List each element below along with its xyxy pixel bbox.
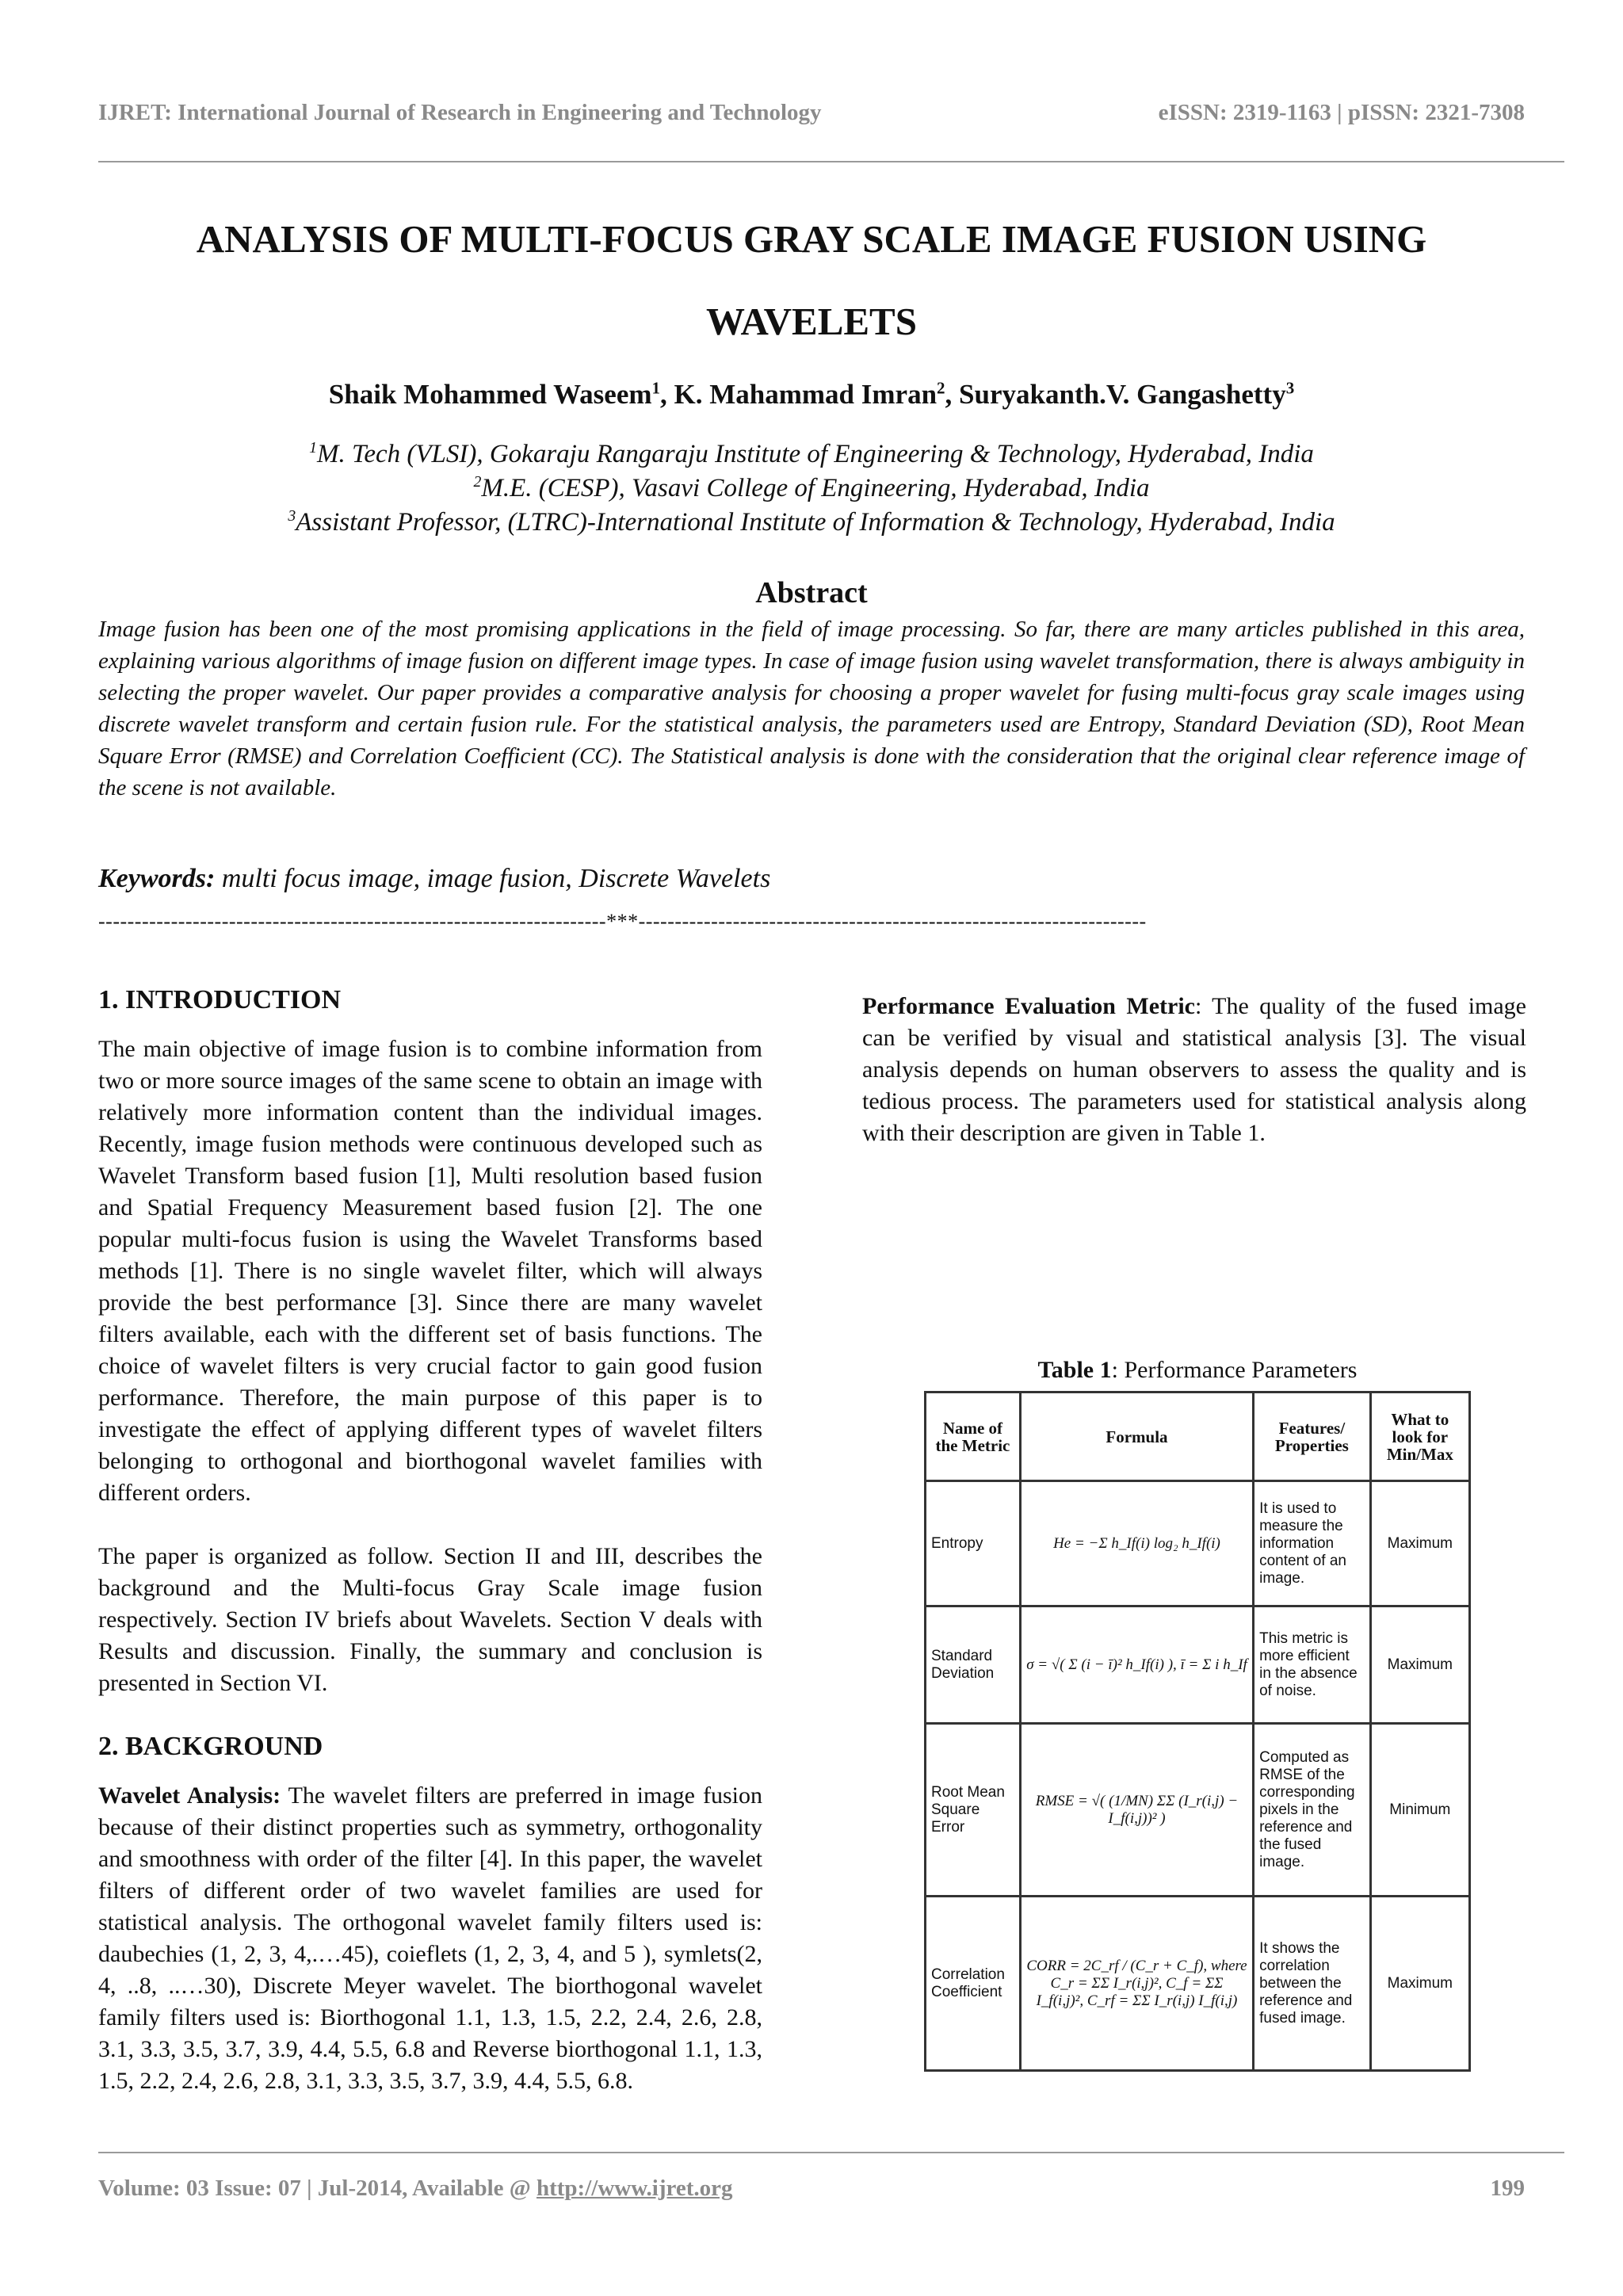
table-header-cell: Formula (1020, 1392, 1253, 1481)
table-row (926, 1724, 1470, 1897)
performance-metric-paragraph (862, 991, 1526, 1149)
author-sup: 3 (1285, 378, 1295, 398)
affiliation (98, 440, 1525, 469)
performance-metric-label: Performance Evaluation Metric (862, 993, 1195, 1019)
metric-features: It shows the correlation between the reference and fused image. (1254, 1897, 1371, 2071)
wavelet-analysis-label: Wavelet Analysis: (98, 1782, 281, 1809)
metric-formula: σ = √( Σ (i − ī)² h_If(i) ), ī = Σ i h_If (1020, 1606, 1253, 1724)
keywords-label: Keywords: (98, 864, 216, 893)
affiliation-sup: 2 (473, 473, 482, 491)
affiliation (98, 508, 1525, 537)
author-name: K. Mahammad Imran (674, 379, 938, 410)
table-row (926, 1606, 1470, 1724)
metric-formula: CORR = 2C_rf / (C_r + C_f), where C_r = ΣΣ I_r(i,j)², C_f = ΣΣ I_f(i,j)², C_rf = ΣΣ I_r(i,j) I_f(i,j) (1020, 1897, 1253, 2071)
intro-heading: 1. INTRODUCTION (98, 985, 342, 1014)
author-sup: 1 (651, 378, 661, 398)
metric-target: Maximum (1370, 1606, 1469, 1724)
footer-rule (98, 2152, 1564, 2153)
table-header-cell: Features/ Properties (1254, 1392, 1371, 1481)
abstract-heading: Abstract (755, 576, 868, 609)
header-rule (98, 161, 1564, 162)
metric-target: Minimum (1370, 1724, 1469, 1897)
metric-features: This metric is more efficient in the absence of noise. (1254, 1606, 1371, 1724)
page-number: 199 (1490, 2176, 1525, 2201)
table-header-cell: Name of the Metric (926, 1392, 1021, 1481)
affiliation-sup: 1 (309, 439, 318, 457)
journal-header: IJRET: International Journal of Research in Engineering and Technology (98, 100, 822, 125)
keywords-text: multi focus image, image fusion, Discrete Wavelets (215, 864, 771, 893)
affiliation-text: M.E. (CESP), Vasavi College of Engineering, Hyderabad, India (481, 474, 1150, 502)
footer-volume (98, 2176, 733, 2202)
author-name: Suryakanth.V. Gangashetty (959, 379, 1286, 410)
table-caption (924, 1357, 1471, 1384)
metric-name: Correlation Coefficient (926, 1897, 1021, 2071)
performance-parameters-table (924, 1391, 1471, 2072)
performance-metric-text: : The quality of the fused image can be verified by visual and statistical analysis [3]. The visual analysis depends on human observers to assess the quality and is tedious process. The parameters used for statistical analysis along with their description are given in Table 1. (862, 993, 1526, 1146)
right-column (862, 991, 1526, 1181)
table-header-cell: What to look for Min/Max (1370, 1392, 1469, 1481)
abstract-text: Image fusion has been one of the most promising applications in the field of image processing. So far, there are many articles published in this area, explaining various algorithms of image fusion on different image types. In case of image fusion using wavelet transformation, there is always ambiguity in selecting the proper wavelet. Our paper provides a comparative analysis for choosing a proper wavelet for fusing multi-focus gray scale images using discrete wavelet transform and certain fusion rule. For the statistical analysis, the parameters used are Entropy, Standard Deviation (SD), Root Mean Square Error (RMSE) and Correlation Coefficient (CC). The Statistical analysis is done with the consideration that the original clear reference image of the scene is not available. (98, 617, 1525, 800)
metric-target: Maximum (1370, 1897, 1469, 2071)
table-caption-text: : Performance Parameters (1111, 1357, 1358, 1383)
keywords (98, 864, 770, 894)
affiliation-sup: 3 (288, 507, 296, 525)
metric-formula: He = −Σ h_If(i) log₂ h_If(i) (1020, 1481, 1253, 1606)
metric-name: Entropy (926, 1481, 1021, 1606)
paper-title: ANALYSIS OF MULTI-FOCUS GRAY SCALE IMAGE FUSION USING WAVELETS (196, 217, 1427, 343)
table-row (926, 1897, 1470, 2071)
metric-target: Maximum (1370, 1481, 1469, 1606)
metric-name: Standard Deviation (926, 1606, 1021, 1724)
author-list: Shaik Mohammed Waseem$^1$, K. Mahammad Imran$^2$, Suryakanth.V. Gangashetty$^3$ (328, 378, 1295, 410)
issn-header: eISSN: 2319-1163 | pISSN: 2321-7308 (1158, 100, 1525, 125)
author-name: Shaik Mohammed Waseem (328, 379, 652, 410)
section-divider: ----------------------------------------------------------------------***---------------------------------------------------------------------- (98, 910, 1147, 933)
intro-paragraph-2: The paper is organized as follow. Section II and III, describes the background and the Multi-focus Gray Scale image fusion respectively. Section IV briefs about Wavelets. Section V deals with Results and discussion. Finally, the summary and conclusion is presented in Section VI. (98, 1543, 762, 1696)
affiliation-text: Assistant Professor, (LTRC)-International Institute of Information & Technology, Hyderabad, India (296, 508, 1335, 537)
journal-link[interactable]: http://www.ijret.org (536, 2176, 733, 2201)
table-row (926, 1481, 1470, 1606)
metric-name: Root Mean Square Error (926, 1724, 1021, 1897)
metric-features: Computed as RMSE of the corresponding pixels in the reference and the fused image. (1254, 1724, 1371, 1897)
affiliation-text: M. Tech (VLSI), Gokaraju Rangaraju Institute of Engineering & Technology, Hyderabad, India (317, 440, 1314, 468)
intro-paragraph-1: The main objective of image fusion is to combine information from two or more source images of the same scene to obtain an image with relatively more information content than the individual images. Recently, image fusion methods were continuous developed such as Wavelet Transform based fusion [1], Multi resolution based fusion and Spatial Frequency Measurement based fusion [2]. The one popular multi-focus fusion is using the Wavelet Transforms based methods [1]. There is no single wavelet filter, which will always provide the best performance [3]. Since there are many wavelet filters available, each with the different set of basis functions. The choice of wavelet filters is very crucial factor to gain good fusion performance. Therefore, the main purpose of this paper is to investigate the effect of applying different types of wavelet filters belonging to orthogonal and biorthogonal wavelet families with different orders. (98, 1036, 762, 1506)
left-column (98, 984, 762, 2129)
footer-text: Volume: 03 Issue: 07 | Jul-2014, Available @ (98, 2176, 537, 2201)
table-caption-label: Table 1 (1037, 1357, 1112, 1383)
affiliation (98, 474, 1525, 503)
metric-formula: RMSE = √( (1/MN) ΣΣ (I_r(i,j) − I_f(i,j))² ) (1020, 1724, 1253, 1897)
table-header-row (926, 1392, 1470, 1481)
wavelet-analysis-paragraph (98, 1780, 762, 2097)
background-heading: 2. BACKGROUND (98, 1732, 323, 1761)
wavelet-analysis-text: The wavelet filters are preferred in image fusion because of their distinct properties such as symmetry, orthogonality and smoothness with order of the filter [4]. In this paper, the wavelet filters of different order of two wavelet families are used for statistical analysis. The orthogonal wavelet family filters used is: daubechies (1, 2, 3, 4,.…45), coieflets (1, 2, 3, 4, and 5 ), symlets(2, 4, ..8, ..…30), Discrete Meyer wavelet. The biorthogonal wavelet family filters used is: Biorthogonal 1.1, 1.3, 1.5, 2.2, 2.4, 2.6, 2.8, 3.1, 3.3, 3.5, 3.7, 3.9, 4.4, 5.5, 6.8 and Reverse biorthogonal 1.1, 1.3, 1.5, 2.2, 2.4, 2.6, 2.8, 3.1, 3.3, 3.5, 3.7, 3.9, 4.4, 5.5, 6.8. (98, 1782, 762, 2094)
metric-features: It is used to measure the information content of an image. (1254, 1481, 1371, 1606)
author-sup: 2 (937, 378, 945, 398)
